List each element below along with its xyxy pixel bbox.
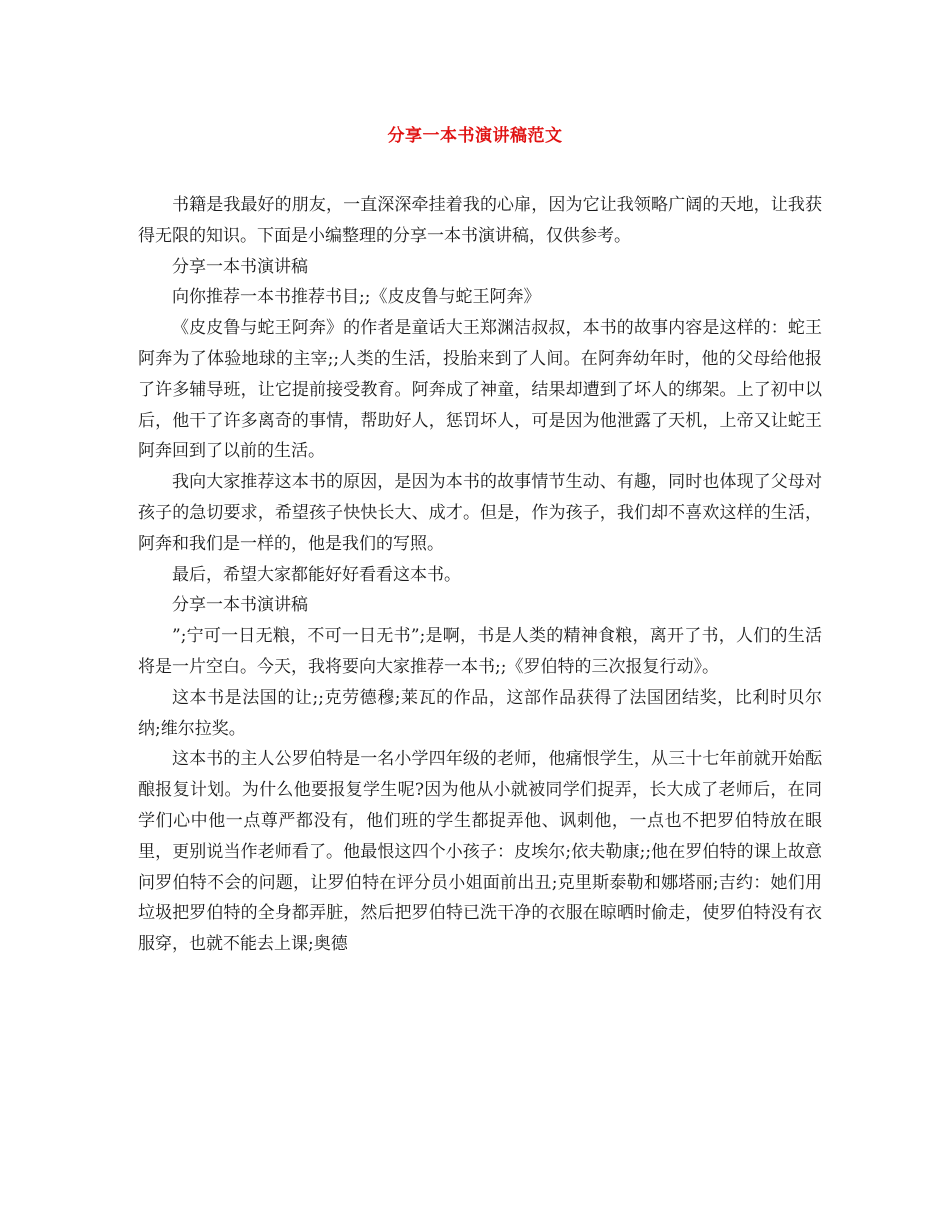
- paragraph-intro: 书籍是我最好的朋友，一直深深牵挂着我的心扉，因为它让我领略广阔的天地，让我获得无限的知识。下面是小编整理的分享一本书演讲稿，仅供参考。: [138, 195, 822, 246]
- document-body: [138, 190, 822, 960]
- paragraph-closing: 最后，希望大家都能好好看看这本书。: [172, 564, 461, 585]
- paragraph-recommendation: 向你推荐一本书推荐书目;;《皮皮鲁与蛇王阿奔》: [172, 287, 541, 308]
- section-heading-1: 分享一本书演讲稿: [172, 256, 308, 277]
- paragraph-author: 这本书是法国的让;;克劳德穆;莱瓦的作品，这部作品获得了法国团结奖，比利时贝尔纳;维尔拉奖。: [138, 687, 822, 739]
- paragraph-reason: 我向大家推荐这本书的原因，是因为本书的故事情节生动、有趣，同时也体现了父母对孩子的急切要求，希望孩子快快长大、成才。但是，作为孩子，我们却不喜欢这样的生活，阿奔和我们是一样的，他是我们的写照。: [138, 472, 822, 554]
- paragraph-story: 《皮皮鲁与蛇王阿奔》的作者是童话大王郑渊洁叔叔，本书的故事内容是这样的：蛇王阿奔为了体验地球的主宰;;人类的生活，投胎来到了人间。在阿奔幼年时，他的父母给他报了许多辅导班，让它提前接受教育。阿奔成了神童，结果却遭到了坏人的绑架。上了初中以后，他干了许多离奇的事情，帮助好人，惩罚坏人，可是因为他泄露了天机，上帝又让蛇王阿奔回到了以前的生活。: [138, 318, 822, 462]
- document-title: 分享一本书演讲稿范文: [387, 126, 563, 146]
- paragraph-quote: ”;宁可一日无粮，不可一日无书”;是啊，书是人类的精神食粮，离开了书，人们的生活将是一片空白。今天，我将要向大家推荐一本书;;《罗伯特的三次报复行动》。: [138, 626, 822, 677]
- paragraph-protagonist: 这本书的主人公罗伯特是一名小学四年级的老师，他痛恨学生，从三十七年前就开始酝酿报复计划。为什么他要报复学生呢?因为他从小就被同学们捉弄，长大成了老师后，在同学们心中他一点尊严都没有，他们班的学生都捉弄他、讽刺他，一点也不把罗伯特放在眼里，更别说当作老师看了。他最恨这四个小孩子：皮埃尔;依夫勒康;;他在罗伯特的课上故意问罗伯特不会的问题，让罗伯特在评分员小姐面前出丑;克里斯泰勒和娜塔丽;吉约：她们用垃圾把罗伯特的全身都弄脏，然后把罗伯特已洗干净的衣服在晾晒时偷走，使罗伯特没有衣服穿，也就不能去上课;奥德: [138, 749, 822, 955]
- section-heading-2: 分享一本书演讲稿: [172, 595, 308, 616]
